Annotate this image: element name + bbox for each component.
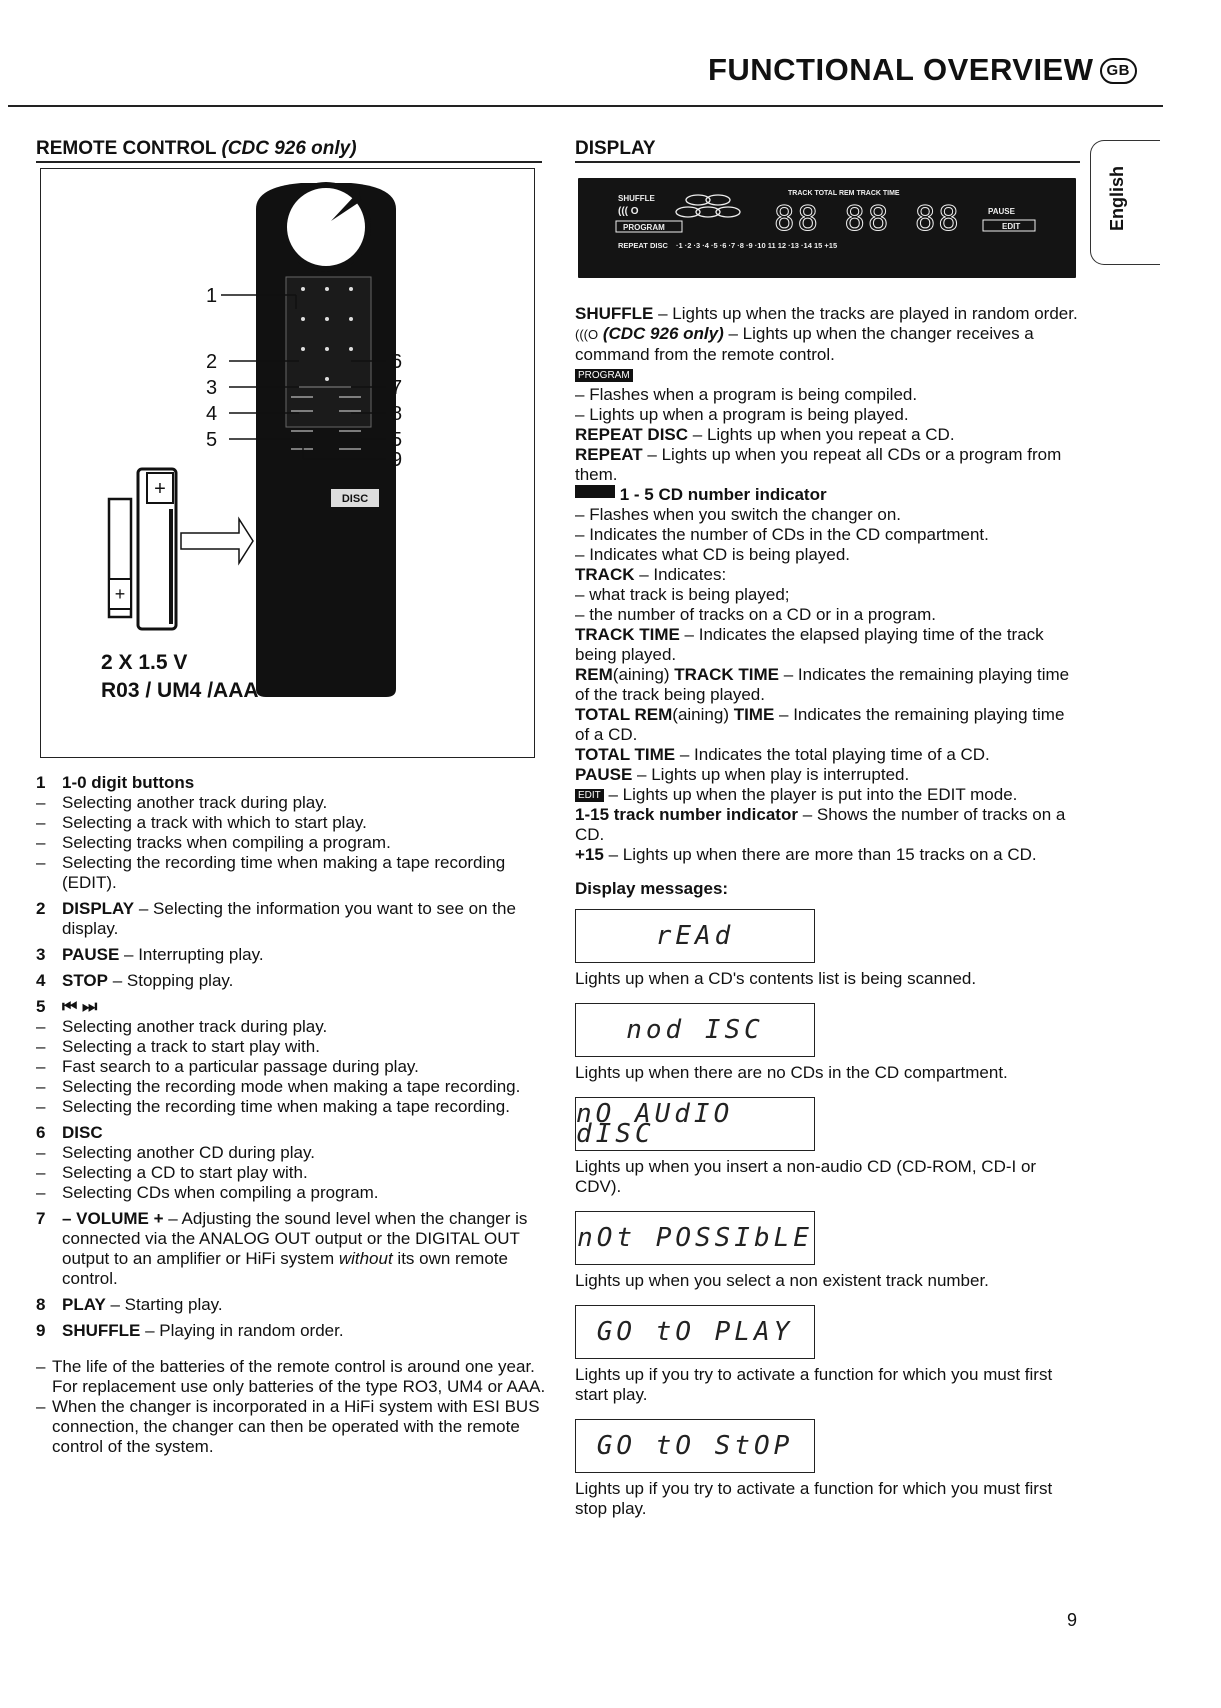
callout-7: 7 [391, 377, 403, 399]
page-title-text: FUNCTIONAL OVERVIEW [707, 52, 1094, 87]
desc-program-2: – Lights up when a program is being played. [575, 405, 909, 424]
list-item: 9 SHUFFLE – Playing in random order. [36, 1321, 344, 1340]
display-description [575, 304, 1080, 1533]
lcd-message: nod ISC [626, 1015, 764, 1045]
lcd-message-box [575, 1419, 815, 1473]
desc-rem-track-time: REM(aining) TRACK TIME – Indicates the remaining playing time of the track being played. [575, 665, 1070, 704]
display-section-title: DISPLAY [575, 138, 656, 159]
desc-pause: PAUSE – Lights up when play is interrupted. [575, 765, 910, 784]
lcd-message: GO tO PLAY [596, 1317, 794, 1347]
list-item: 7 – VOLUME + – Adjusting the sound level when the changer is connected via the ANALOG OUT output or the DIGITAL OUT output to an amplifier or HiFi system without its own remote control. [36, 1209, 528, 1288]
callout-labels-right [391, 351, 402, 471]
battery-front-plus: + [154, 478, 166, 500]
desc-program-badge: PROGRAM [575, 365, 1080, 385]
callout-8: 8 [391, 403, 403, 425]
lcd-message: GO tO StOP [596, 1431, 794, 1461]
item-number: 1 [36, 773, 46, 792]
list-item [36, 773, 546, 793]
header-divider [8, 105, 1163, 107]
callout-1: 1 [206, 285, 218, 307]
desc-total-rem-time: TOTAL REM(aining) TIME – Indicates the remaining playing time of a CD. [575, 705, 1065, 744]
desc-track-1: – what track is being played; [575, 585, 790, 604]
language-tab [1090, 140, 1160, 265]
list-subitem: – Selecting a track with which to start play. [36, 813, 367, 832]
page-title [708, 52, 1137, 88]
desc-cd-number-2: – Indicates the number of CDs in the CD compartment. [575, 525, 989, 544]
display-section-rule [575, 161, 1080, 163]
callout-4: 4 [206, 403, 218, 425]
remote-section-title-text: REMOTE CONTROL [36, 138, 217, 159]
list-subitem: – Selecting the recording mode when making a tape recording. [36, 1077, 521, 1096]
list-item: 4 STOP – Stopping play. [36, 971, 234, 990]
insert-arrow-icon [181, 519, 253, 563]
desc-cd-number-1: – Flashes when you switch the changer on. [575, 505, 902, 524]
desc-cd-number-3: – Indicates what CD is being played. [575, 545, 850, 564]
skip-icons: ⏮ ⏭ [62, 997, 98, 1016]
list-item: 8 PLAY – Starting play. [36, 1295, 223, 1314]
language-badge: GB [1100, 58, 1138, 84]
lcd-message: nOt POSSIbLE [577, 1223, 813, 1253]
display-panel-illustration [578, 178, 1076, 278]
list-subitem: – Selecting a track to start play with. [36, 1037, 320, 1056]
list-subitem: – Selecting another track during play. [36, 793, 328, 812]
panel-program: PROGRAM [623, 223, 665, 232]
desc-track-number: 1-15 track number indicator – Shows the number of tracks on a CD. [575, 805, 1066, 844]
desc-program-1: – Flashes when a program is being compiled. [575, 385, 918, 404]
lcd-message-box [575, 909, 815, 963]
battery-spec-voltage: 2 X 1.5 V [101, 651, 188, 674]
lcd-message-box [575, 1003, 815, 1057]
remote-section-rule [36, 161, 542, 163]
list-subitem: – Selecting CDs when compiling a program. [36, 1183, 379, 1202]
cd-number-icon [575, 485, 615, 498]
lcd-message-desc: Lights up if you try to activate a function for which you must first start play. [575, 1365, 1053, 1404]
panel-track-labels: TRACK TOTAL REM TRACK TIME [788, 190, 900, 197]
list-item: 3 PAUSE – Interrupting play. [36, 945, 264, 964]
note-item: – The life of the batteries of the remote control is around one year. For replacement use only batteries of the type RO3, UM4 or AAA. [36, 1357, 546, 1396]
lcd-message-desc: Lights up when you select a non existent track number. [575, 1271, 989, 1290]
remote-button-list [36, 773, 546, 1457]
lcd-message-desc: Lights up when a CD's contents list is being scanned. [575, 969, 977, 988]
list-item: 5 ⏮ ⏭ [36, 997, 98, 1016]
desc-track-time: TRACK TIME – Indicates the elapsed playing time of the track being played. [575, 625, 1044, 664]
desc-track-2: – the number of tracks on a CD or in a program. [575, 605, 936, 624]
list-subitem: – Selecting the recording time when making a tape recording. [36, 1097, 510, 1116]
display-messages-title: Display messages: [575, 879, 729, 898]
lcd-message-box [575, 1097, 815, 1151]
note-item: – When the changer is incorporated in a HiFi system with ESI BUS connection, the changer can then be operated with the remote control of the system. [36, 1397, 540, 1456]
item-title: 1-0 digit buttons [62, 773, 195, 792]
lcd-message-desc: Lights up if you try to activate a function for which you must first stop play. [575, 1479, 1053, 1518]
panel-shuffle: SHUFFLE [618, 194, 655, 203]
battery-spec-type: R03 / UM4 /AAA [101, 679, 259, 702]
remote-section-title-model: (CDC 926 only) [221, 138, 357, 159]
keypad-panel [286, 277, 371, 427]
list-subitem: – Selecting the recording time when making a tape recording (EDIT). [36, 853, 506, 892]
list-item: 2 DISPLAY – Selecting the information you want to see on the display. [36, 899, 516, 938]
remote-section-title [36, 138, 357, 160]
panel-edit: EDIT [1002, 222, 1021, 231]
list-item: 6 DISC [36, 1123, 103, 1142]
lcd-message: nO AUdIO dISC [576, 1099, 734, 1149]
display-panel-figure [578, 178, 1076, 278]
callout-6: 6 [391, 351, 403, 373]
panel-pause: PAUSE [988, 207, 1015, 216]
desc-track: TRACK – Indicates: [575, 565, 727, 584]
desc-plus15: +15 – Lights up when there are more than 15 tracks on a CD. [575, 845, 1037, 864]
list-subitem: – Selecting tracks when compiling a program. [36, 833, 391, 852]
lcd-message-desc: Lights up when you insert a non-audio CD (CD-ROM, CD-I or CDV). [575, 1157, 1037, 1196]
desc-total-time: TOTAL TIME – Indicates the total playing time of a CD. [575, 745, 990, 764]
remote-control-figure [40, 168, 535, 758]
callout-9: 9 [391, 449, 403, 471]
callout-2: 2 [206, 351, 218, 373]
list-subitem: – Selecting another CD during play. [36, 1143, 315, 1162]
desc-remote: (((O (CDC 926 only) – Lights up when the changer receives a command from the remote control. [575, 324, 1034, 364]
callout-labels-left [206, 285, 217, 451]
callout-5b: 5 [391, 429, 403, 451]
remote-control-illustration [41, 169, 536, 759]
callout-3: 3 [206, 377, 218, 399]
panel-disc-icons [676, 195, 740, 217]
lcd-message-box [575, 1211, 815, 1265]
battery-back-plus: + [114, 584, 126, 604]
language-tab-label: English [1107, 165, 1127, 231]
page-number: 9 [1067, 1610, 1078, 1630]
desc-repeat: REPEAT – Lights up when you repeat all CDs or a program from them. [575, 445, 1062, 484]
desc-edit: EDIT – Lights up when the player is put into the EDIT mode. [575, 785, 1080, 805]
brand-logo-text: DISC [341, 493, 369, 505]
desc-cd-number: 1 - 5 CD number indicator [575, 485, 1080, 505]
desc-repeat-disc: REPEAT DISC – Lights up when you repeat a CD. [575, 425, 955, 444]
lcd-message: rEAd [655, 921, 735, 951]
callout-5: 5 [206, 429, 218, 451]
list-subitem: – Selecting a CD to start play with. [36, 1163, 308, 1182]
list-subitem: – Fast search to a particular passage during play. [36, 1057, 419, 1076]
lcd-message-box [575, 1305, 815, 1359]
panel-repeat-disc: REPEAT DISC [618, 241, 668, 250]
list-subitem: – Selecting another track during play. [36, 1017, 328, 1036]
lcd-message-desc: Lights up when there are no CDs in the CD compartment. [575, 1063, 1008, 1082]
panel-remote: ((( O [618, 206, 639, 217]
panel-track-numbers: ·1 ·2 ·3 ·4 ·5 ·6 ·7 ·8 ·9 ·10 11 12 ·13 ·14 15 +15 [676, 241, 838, 250]
panel-segment-digits: 88 88 88 [774, 199, 962, 239]
desc-shuffle: SHUFFLE – Lights up when the tracks are played in random order. [575, 304, 1078, 323]
